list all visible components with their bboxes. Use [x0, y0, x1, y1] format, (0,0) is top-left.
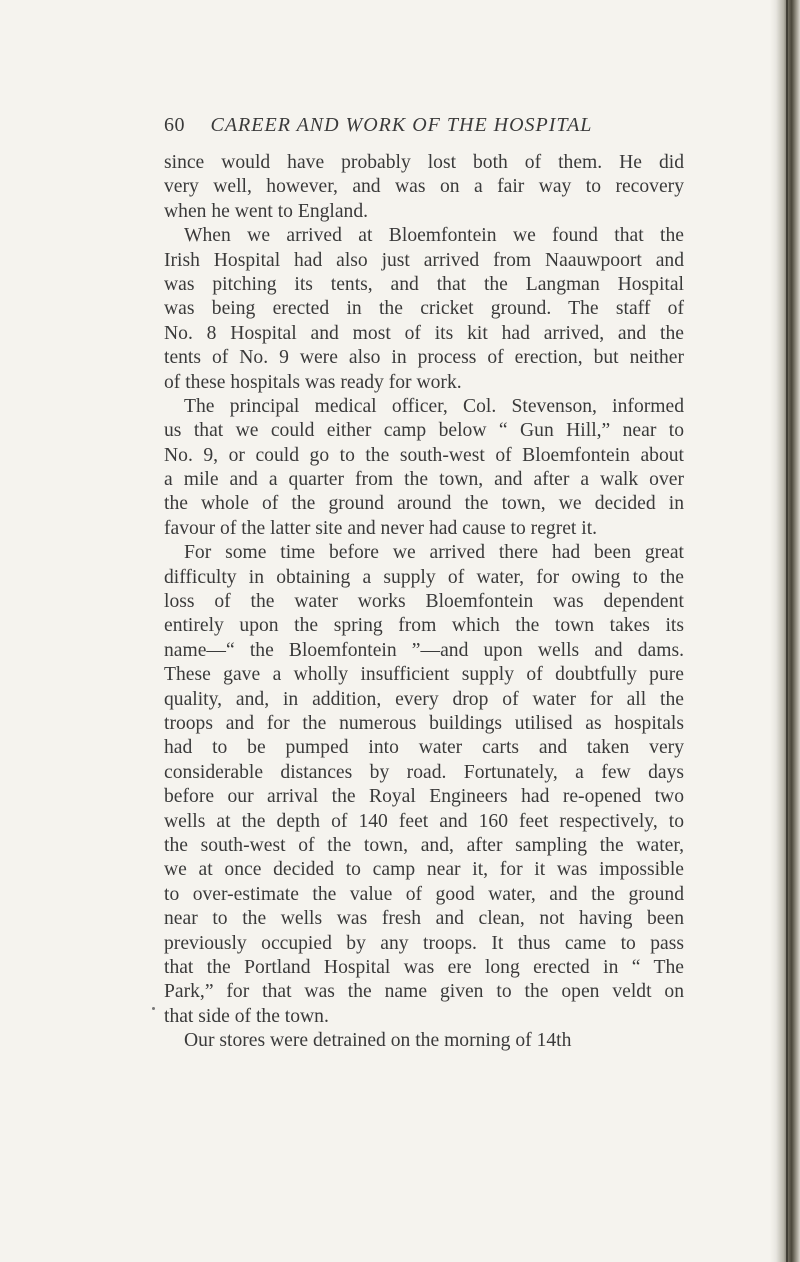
text-line: difficulty in obtaining a supply of water, for owing to the — [164, 566, 684, 588]
text-line: loss of the water works Bloemfontein was dependent — [164, 591, 684, 613]
text-line: near to the wells was fresh and clean, not having been — [164, 908, 684, 930]
text-line: had to be pumped into water carts and taken very — [164, 737, 684, 759]
text-line: Irish Hospital had also just arrived from Naauwpoort and — [164, 249, 684, 271]
text-line: was being erected in the cricket ground. The staff of — [164, 298, 684, 320]
text-line: Our stores were detrained on the morning of 14th — [184, 1030, 572, 1052]
text-line: quality, and, in addition, every drop of water for all the — [164, 688, 684, 710]
text-line: Park,” for that was the name given to the open veldt on — [164, 981, 684, 1003]
body-text — [164, 151, 684, 1053]
text-line: For some time before we arrived there had been great — [184, 542, 684, 564]
text-line: previously occupied by any troops. It thus came to pass — [164, 932, 684, 954]
text-line: These gave a wholly insufficient supply of doubtfully pure — [164, 664, 684, 686]
page-number: 60 — [164, 114, 185, 136]
text-line: considerable distances by road. Fortunately, a few days — [164, 761, 684, 783]
text-line: troops and for the numerous buildings utilised as hospitals — [164, 712, 684, 734]
text-line: to over-estimate the value of good water, and the ground — [164, 883, 684, 905]
text-line: since would have probably lost both of them. He did — [164, 152, 684, 173]
text-line: that side of the town. — [164, 1005, 329, 1027]
text-line: entirely upon the spring from which the town takes its — [164, 615, 684, 637]
text-line: we at once decided to camp near it, for it was impossible — [164, 859, 684, 881]
text-line: name—“ the Bloemfontein ”—and upon wells and dams. — [164, 639, 684, 661]
text-line: was pitching its tents, and that the Langman Hospital — [164, 273, 684, 295]
text-line: before our arrival the Royal Engineers had re-opened two — [164, 786, 684, 808]
text-line: No. 8 Hospital and most of its kit had arrived, and the — [164, 322, 684, 344]
text-line: us that we could either camp below “ Gun Hill,” near to — [164, 420, 684, 442]
text-line: favour of the latter site and never had cause to regret it. — [164, 517, 598, 539]
margin-mark — [152, 1007, 155, 1010]
text-line: a mile and a quarter from the town, and after a walk over — [164, 469, 684, 491]
text-line: that the Portland Hospital was ere long erected in “ The — [164, 956, 684, 978]
text-line: wells at the depth of 140 feet and 160 feet respectively, to — [164, 810, 684, 832]
page-edge-shadow — [770, 0, 800, 1262]
text-line: the south-west of the town, and, after sampling the water, — [164, 834, 684, 856]
page-edge-line — [786, 0, 788, 1262]
text-line: No. 9, or could go to the south-west of Bloemfontein about — [164, 444, 684, 466]
text-line: When we arrived at Bloemfontein we found that the — [184, 225, 684, 247]
text-line: tents of No. 9 were also in process of erection, but neither — [164, 347, 684, 369]
running-head — [164, 114, 664, 144]
running-title: CAREER AND WORK OF THE HOSPITAL — [210, 114, 593, 136]
text-line: The principal medical officer, Col. Stevenson, informed — [184, 395, 684, 417]
text-line: when he went to England. — [164, 200, 369, 222]
text-line: very well, however, and was on a fair way to recovery — [164, 176, 684, 198]
text-line: of these hospitals was ready for work. — [164, 371, 462, 393]
text-line: the whole of the ground around the town, we decided in — [164, 493, 684, 515]
